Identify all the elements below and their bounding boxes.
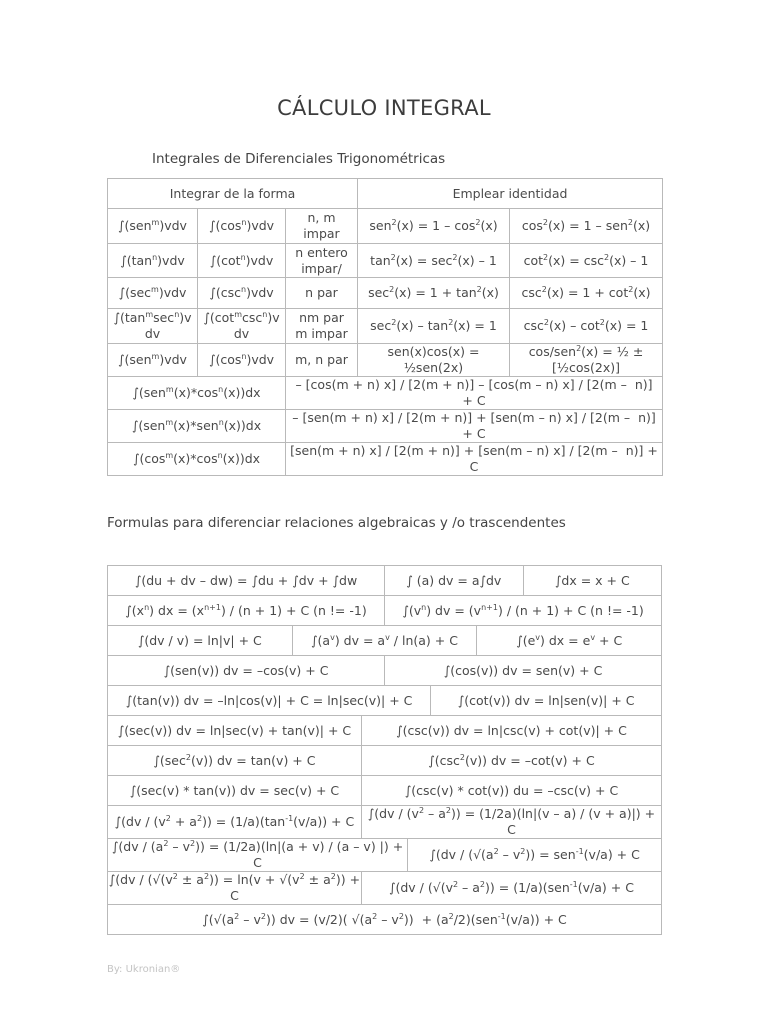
table-cell: m, n par <box>286 344 358 377</box>
table-cell: $\sec^2(x) = 1 + \tan^2(x)$ <box>358 278 510 309</box>
table-row <box>108 344 663 377</box>
table-cell: ∫(sen$^m$(x)*sen$^n$(x))dx <box>108 410 286 443</box>
table-cell: ∫(sen$^m$)vdv <box>108 344 198 377</box>
table-cell: cos/sen$^2$(x) = ½ ± [½cos(2x)] <box>510 344 663 377</box>
table-cell: $\sec^2(x) - \tan^2(x) = 1$ <box>358 309 510 344</box>
table-row <box>108 839 662 872</box>
table-cell: $\csc^2(x) = 1 + \cot^2(x)$ <box>510 278 663 309</box>
table-row <box>108 806 662 839</box>
formula-cell: $\int(dv / (√(a^2 - v^2)) = sen^{-1}(v/a) + C$ <box>408 839 662 872</box>
formula-cell: ∫(csc(v) * cot(v)) du = –csc(v) + C <box>361 776 661 806</box>
section-title-formulas: Formulas para diferenciar relaciones algebraicas y /o trascendentes <box>107 515 566 531</box>
table-cell: $\int(sen^m(x)*\cos^n(x))dx$ <box>108 377 286 410</box>
table-cell: nm par m impar <box>286 309 358 344</box>
table-row <box>108 746 662 776</box>
table-row <box>108 410 663 443</box>
formula-cell: $\int(e^v)$ dx = $e^v + C$ <box>477 626 662 656</box>
table-row <box>108 309 663 344</box>
formula-cell: ∫(sec(v) * tan(v)) dv = sec(v) + C <box>108 776 362 806</box>
formula-cell: ∫(sen(v)) dv = –cos(v) + C <box>108 656 385 686</box>
formula-cell: $\int(dv / (√(v^2 \pm a^2)) = \ln(v + √(v^2 \pm a^2)) + C$ <box>108 871 361 903</box>
table-cell: $\int(\cos^n)vdv$ <box>198 344 286 377</box>
table-cell: $\cos^2(x) = 1 - sen^2(x)$ <box>510 209 663 244</box>
formula-cell: ∫(csc(v)) dv = ln|csc(v) + cot(v)| + C <box>361 716 661 746</box>
trig-integrals-table <box>107 178 663 476</box>
table-row <box>108 244 663 278</box>
formula-cell: $\int(a^v)$ dv = $a^v / \ln(a) + C$ <box>292 626 477 656</box>
formula-cell: $\int(√(a^2 - v^2))$ dv = (v/2)( $√(a^2 - v^2)) + (a^2/2)(sen^{-1}(v/a)) + C$ <box>108 905 662 935</box>
table-cell: n entero impar/ <box>286 244 358 278</box>
table-cell: $\cot^2(x) = \csc^2(x) - 1$ <box>510 244 663 278</box>
table-row <box>108 278 663 309</box>
formula-cell: ∫(cot(v)) dv = ln|sen(v)| + C <box>431 686 662 716</box>
table-cell: $\int(\cot^m\csc^n)v$ dv <box>198 309 286 344</box>
table-row <box>108 626 662 656</box>
table-cell: $\int(\cos^n)vdv$ <box>198 209 286 244</box>
formula-cell: ∫(sec(v)) dv = ln|sec(v) + tan(v)| + C <box>108 716 362 746</box>
table-row <box>108 377 663 410</box>
section-title-trig: Integrales de Diferenciales Trigonométricas <box>152 151 446 167</box>
table-row <box>108 716 662 746</box>
table-row <box>108 872 662 905</box>
formula-cell: $\int(\csc^2(v))$ dv = –cot(v) + C <box>361 746 661 776</box>
table-cell: $\csc^2(x) - \cot^2(x) = 1$ <box>510 309 663 344</box>
formula-cell: ∫(dv / v) = ln|v| + C <box>108 626 293 656</box>
table-cell: $sen^2(x) = 1 - \cos^2(x)$ <box>358 209 510 244</box>
table-row <box>108 596 662 626</box>
formula-cell: ∫ (a) dv = a∫dv <box>385 566 524 596</box>
table-row <box>108 179 663 209</box>
header-form: Integrar de la forma <box>108 179 358 209</box>
table-cell: n par <box>286 278 358 309</box>
table-row <box>108 905 662 935</box>
table-cell: n, m impar <box>286 209 358 244</box>
table-cell: $\int(\cot^n)vdv$ <box>198 244 286 278</box>
formula-cell: ∫(du + dv – dw) = ∫du + ∫dv + ∫dw <box>108 566 385 596</box>
table-cell: $\int(\csc^n)vdv$ <box>198 278 286 309</box>
footer-credit: By: Ukronian® <box>107 964 181 975</box>
table-row <box>108 443 663 476</box>
table-cell: sen(x)cos(x) = ½sen(2x) <box>358 344 510 377</box>
formula-cell: $\int(dv / (v^2 + a^2)) = (1/a)(\tan^{-1}(v/a)) + C$ <box>108 806 362 839</box>
formula-cell: $\int(x^n)$ dx = $(x^{n+1}) / (n + 1) + C$ (n != -1) <box>108 596 385 626</box>
table-cell: ∫(sen$^m$)vdv <box>108 209 198 244</box>
table-cell: – [cos(m + n) x] / [2(m + n)] – [cos(m – n) x] / [2(m – n)] + C <box>286 377 663 410</box>
page-title: CÁLCULO INTEGRAL <box>277 96 491 120</box>
formula-cell: $\int(dv / (√(v^2 - a^2)) = (1/a)(sen^{-1}(v/a) + C$ <box>361 872 661 905</box>
table-row <box>108 209 663 244</box>
table-row <box>108 776 662 806</box>
formula-cell: $\int(v^n)$ dv = $(v^{n+1}) / (n + 1) + C$ (n != -1) <box>385 596 662 626</box>
formula-cell: $\int(dv / (v^2 - a^2)) = (1/2a)(\ln|(v - a) / (v + a)|) + C$ <box>361 806 661 839</box>
table-cell: $\int(\tan^n)vdv$ <box>108 244 198 278</box>
table-cell: $\int(\sec^m)vdv$ <box>108 278 198 309</box>
table-row <box>108 566 662 596</box>
formula-cell: ∫(cos(v)) dv = sen(v) + C <box>385 656 662 686</box>
formula-cell: ∫dx = x + C <box>523 566 662 596</box>
table-cell: $\int(\tan^m\sec^n)v$ dv <box>108 309 198 344</box>
formula-cell: $\int(\sec^2(v))$ dv = tan(v) + C <box>108 746 362 776</box>
header-identity: Emplear identidad <box>358 179 663 209</box>
integral-formulas-table <box>107 565 662 935</box>
formula-cell: $\int(dv / (a^2 - v^2)) = (1/2a)(\ln|(a + v) / (a - v)$ |) + C <box>108 839 408 872</box>
table-cell: – [sen(m + n) x] / [2(m + n)] + [sen(m – n) x] / [2(m – n)] + C <box>286 410 663 443</box>
table-cell: $\tan^2(x) = \sec^2(x) - 1$ <box>358 244 510 278</box>
table-row <box>108 686 662 716</box>
formula-cell: ∫(tan(v)) dv = –ln|cos(v)| + C = ln|sec(v)| + C <box>108 686 431 716</box>
table-row <box>108 656 662 686</box>
table-cell: [sen(m + n) x] / [2(m + n)] + [sen(m – n) x] / [2(m – n)] + C <box>286 443 663 476</box>
table-cell: $\int(\cos^m(x)*\cos^n(x))dx$ <box>108 443 286 476</box>
